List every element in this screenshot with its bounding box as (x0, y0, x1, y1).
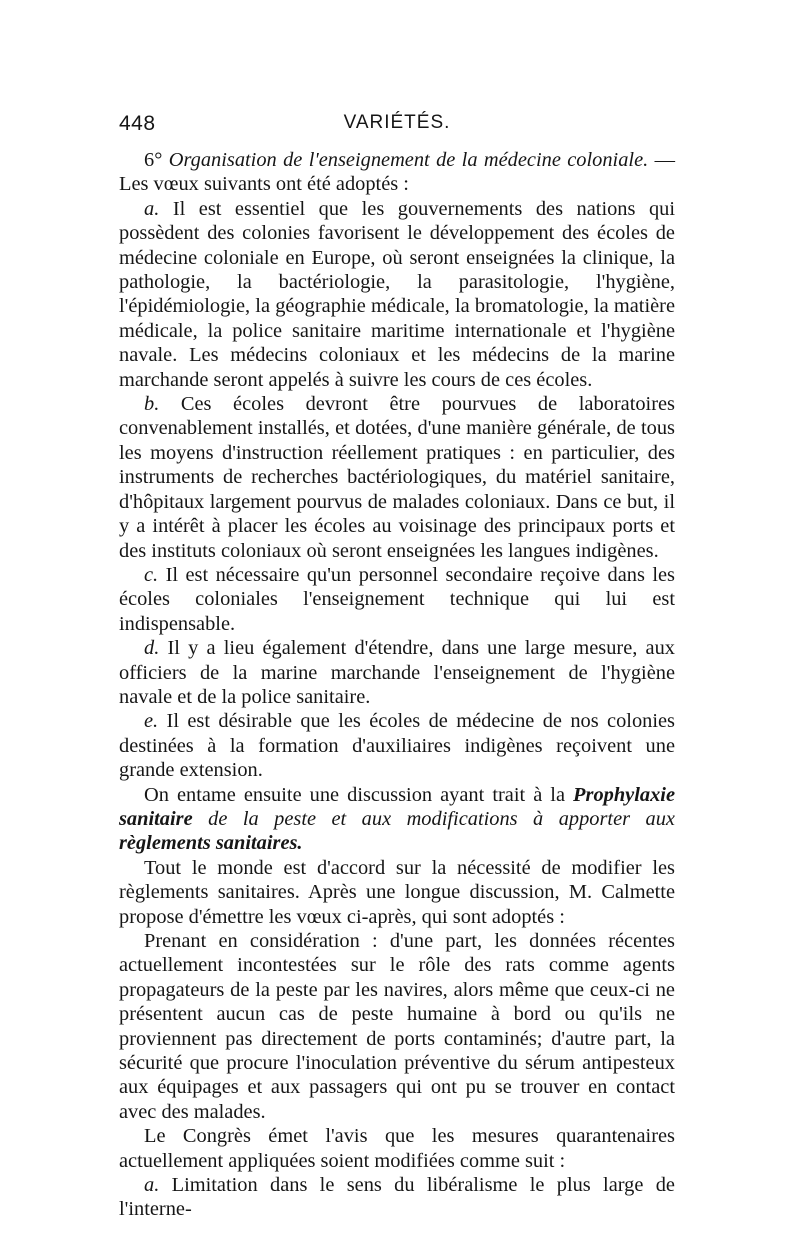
final-item-text: Limitation dans le sens du libéralisme le plus large de l'interne- (119, 1174, 675, 1221)
discussion-topic-2: règlements sanitaires. (119, 832, 303, 855)
discussion-mid: de la peste et aux modifications à apporter aux (208, 807, 675, 830)
item-e-text: Il est désirable que les écoles de médecine de nos colonies destinées à la formation d'auxiliaires indigènes reçoivent une grande extension. (119, 710, 675, 782)
running-title: VARIÉTÉS. (343, 112, 451, 133)
page-body (119, 148, 675, 1222)
item-b-text: Ces écoles devront être pourvues de laboratoires convenablement installés, et dotées, d'une manière générale, de tous les moyens d'instruction réellement pratiques : en particulier, des instruments de recherches bactériologiques, du matériel sanitaire, d'hôpitaux largement pourvus de malades coloniaux. Dans ce but, il y a intérêt à placer les écoles au voisinage des principaux ports et des instituts coloniaux où seront enseignées les langues indigènes. (119, 393, 675, 562)
item-b-label: b. (144, 393, 160, 416)
item-e-label: e. (144, 710, 159, 733)
discussion-topic-1: Prophylaxie sanitaire (119, 783, 675, 830)
item-c-label: c. (144, 563, 159, 586)
final-item-label: a. (144, 1174, 160, 1197)
page-number: 448 (119, 112, 156, 135)
item-d-paragraph (119, 636, 675, 709)
item-a-paragraph (119, 197, 675, 392)
item-e-paragraph (119, 709, 675, 782)
item-a-text: Il est essentiel que les gouvernements des nations qui possèdent des colonies favorisent le développement des écoles de médecine coloniale en Europe, où seront enseignées la clinique, la pathologie, la bactériologie, la parasitologie, l'hygiène, l'épidémiologie, la géographie médicale, la bromatologie, la matière médicale, la police sanitaire maritime internationale et l'hygiène navale. Les médecins coloniaux et les médecins de la marine marchande seront appelés à suivre les cours de ces écoles. (119, 197, 675, 391)
item-c-paragraph (119, 563, 675, 636)
item-a-label: a. (144, 197, 160, 220)
section-number: 6° (144, 149, 163, 171)
section-title: Organisation de l'enseignement de la médecine coloniale. (168, 149, 649, 171)
agreement-paragraph: Tout le monde est d'accord sur la nécessité de modifier les règlements sanitaires. Après une longue discussion, M. Calmette propose d'émettre les vœux ci-après, qui sont adoptés : (119, 856, 675, 928)
discussion-paragraph (119, 783, 675, 856)
final-item-paragraph (119, 1173, 675, 1222)
item-c-text: Il est nécessaire qu'un personnel secondaire reçoive dans les écoles coloniales l'enseignement technique qui lui est indispensable. (119, 563, 675, 635)
resolution-paragraph: Le Congrès émet l'avis que les mesures quarantenaires actuellement appliquées soient modifiées comme suit : (119, 1125, 675, 1172)
item-d-label: d. (144, 637, 160, 660)
item-b-paragraph (119, 392, 675, 563)
item-d-text: Il y a lieu également d'étendre, dans une large mesure, aux officiers de la marine marchande l'enseignement de l'hygiène navale et de la police sanitaire. (119, 637, 675, 708)
section-heading-paragraph (119, 148, 675, 197)
page-header (119, 112, 675, 142)
discussion-lead: On entame ensuite une discussion ayant trait à la (144, 783, 565, 806)
considering-paragraph: Prenant en considération : d'une part, les données récentes actuellement incontestées sur le rôle des rats comme agents propagateurs de la peste par les navires, alors même que ceux-ci ne présentent aucun cas de peste humaine à bord ou qu'ils ne proviennent pas directement de ports contaminés; d'autre part, la sécurité que procure l'inoculation préventive du sérum antipesteux aux équipages et aux passagers qui ont pu se trouver en contact avec des malades. (119, 930, 675, 1123)
section-intro: — Les vœux suivants ont été adoptés : (119, 149, 675, 196)
